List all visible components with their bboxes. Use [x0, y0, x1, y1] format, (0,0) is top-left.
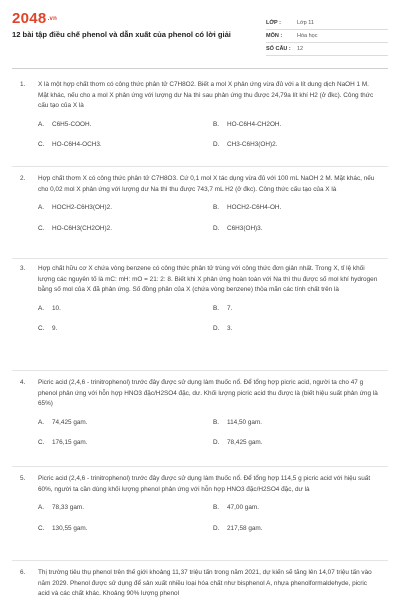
question-3 — [20, 264, 380, 335]
option-d[interactable]: D. 3. — [213, 325, 233, 332]
meta-label: LỚP : — [266, 20, 281, 26]
question-text: Picric acid (2,4,6 - trinitrophenol) trước đây được sử dụng làm thuốc nổ. Để tổng hợp 114,5 g picric acid với hiệu suất 60%, người ta cần dùng khối lượng phenol phản ứng với hỗn hợp HNO3 đặc/H2SO4 đặc, dư là — [38, 475, 371, 493]
question-divider — [12, 166, 388, 167]
question-number: 5. — [20, 475, 26, 482]
meta-value: Lớp 11 — [297, 20, 314, 26]
option-a[interactable]: A. C6H5-COOH. — [38, 120, 92, 128]
meta-value: 12 — [297, 46, 304, 52]
header-divider — [12, 68, 388, 69]
option-c[interactable]: C. HO-C6H3(CH2OH)2. — [38, 224, 113, 232]
meta-label: SỐ CÂU : — [266, 46, 291, 52]
question-text: Thị trường tiêu thụ phenol trên thế giới khoảng 11,37 triệu tấn trong năm 2021, dự kiến sẽ tăng lên 14,07 triệu tấn vào năm 2029. Phenol được sử dụng để sản xuất nhiều loại hóa chất như bisphenol A, nhựa phenolformaldehyde, picric acid và các chất khác. Khoảng 90% lượng phenol — [38, 569, 372, 597]
question-text: Hợp chất hữu cơ X chứa vòng benzene có công thức phân tử trùng với công thức đơn giản nhất. Trong X, tỉ lệ khối lượng các nguyên tố là mC: mH: mO = 21: 2: 8. Biết khi X phản ứng hoàn toàn với Na thì thu được số mol khí hydrogen bằng số mol của X đã phản ứng. Số đồng phân của X (chứa vòng benzene) thỏa mãn các tính chất trên là — [38, 265, 378, 293]
meta-table — [266, 17, 388, 56]
options — [38, 503, 380, 534]
option-b[interactable]: B. HOCH2-C6H4-OH. — [213, 204, 282, 211]
question-number: 3. — [20, 265, 26, 272]
question-2 — [20, 174, 380, 234]
option-b[interactable]: B. 7. — [213, 304, 233, 312]
meta-row-subject — [266, 30, 388, 43]
meta-row-class — [266, 17, 388, 30]
option-c[interactable]: C. 9. — [38, 325, 58, 332]
question-6 — [20, 568, 380, 600]
question-number: 6. — [20, 569, 26, 576]
option-c[interactable]: C. 176,15 gam. — [38, 439, 88, 446]
meta-row-count — [266, 43, 388, 56]
question-text: Picric acid (2,4,6 - trinitrophenol) trước đây được sử dụng làm thuốc nổ. Để tổng hợp picric acid, người ta cho 47 g phenol phản ứng với hỗn hợp HNO3 đặc/H2SO4 đặc, dư. Khối lượng picric acid thu được là (biết hiệu suất phản ứng là 65%) — [38, 379, 378, 407]
question-4 — [20, 378, 380, 449]
option-a[interactable]: A. 78,33 gam. — [38, 504, 84, 511]
question-divider — [12, 370, 388, 371]
question-divider — [12, 560, 388, 561]
page-title: 12 bài tập điều chế phenol và dẫn xuất của phenol có lời giải — [12, 30, 231, 39]
question-text: Hợp chất thơm X có công thức phân tử C7H8O3. Cứ 0,1 mol X tác dụng vừa đủ với 100 mL NaOH 2 M. Mặt khác, nếu cho 0,02 mol X phản ứng với lượng dư Na thì thu được 743,7 mL H2 (ở đkc). Công thức cấu tạo của X là — [38, 175, 375, 193]
options — [38, 120, 380, 151]
option-b[interactable]: B. 47,00 gam. — [213, 504, 259, 511]
option-d[interactable]: D. 217,58 gam. — [213, 524, 263, 532]
option-b[interactable]: B. HO-C6H4-CH2OH. — [213, 120, 282, 128]
option-b[interactable]: B. 114,50 gam. — [213, 418, 263, 426]
option-c[interactable]: C. HO-C6H4-OCH3. — [38, 141, 102, 148]
question-number: 2. — [20, 175, 26, 182]
option-d[interactable]: D. 78,425 gam. — [213, 439, 263, 446]
question-divider — [12, 466, 388, 467]
question-5 — [20, 474, 380, 534]
option-a[interactable]: A. 74,425 gam. — [38, 418, 88, 426]
option-a[interactable]: A. 10. — [38, 304, 61, 312]
option-a[interactable]: A. HOCH2-C6H3(OH)2. — [38, 204, 113, 211]
question-divider — [12, 258, 388, 259]
options — [38, 304, 380, 335]
option-d[interactable]: D. C6H3(OH)3. — [213, 224, 263, 232]
question-1 — [20, 80, 380, 151]
question-text: X là một hợp chất thơm có công thức phân tử C7H8O2. Biết a mol X phản ứng vừa đủ với a lít dung dịch NaOH 1 M. Mặt khác, nếu cho a mol X phản ứng với lượng dư Na thì sau phản ứng thu được 24,79a lít khí H2 (ở đkc). Công thức cấu tạo của X là — [38, 81, 374, 109]
question-number: 4. — [20, 379, 26, 386]
option-c[interactable]: C. 130,55 gam. — [38, 524, 88, 532]
site-logo[interactable]: 2048.vn — [12, 10, 58, 27]
question-number: 1. — [20, 81, 26, 88]
options — [38, 203, 380, 234]
options — [38, 418, 380, 449]
option-d[interactable]: D. CH3-C6H3(OH)2. — [213, 141, 278, 148]
meta-value: Hóa học — [297, 33, 318, 39]
document-header — [12, 8, 388, 58]
meta-label: MÔN : — [266, 33, 283, 39]
